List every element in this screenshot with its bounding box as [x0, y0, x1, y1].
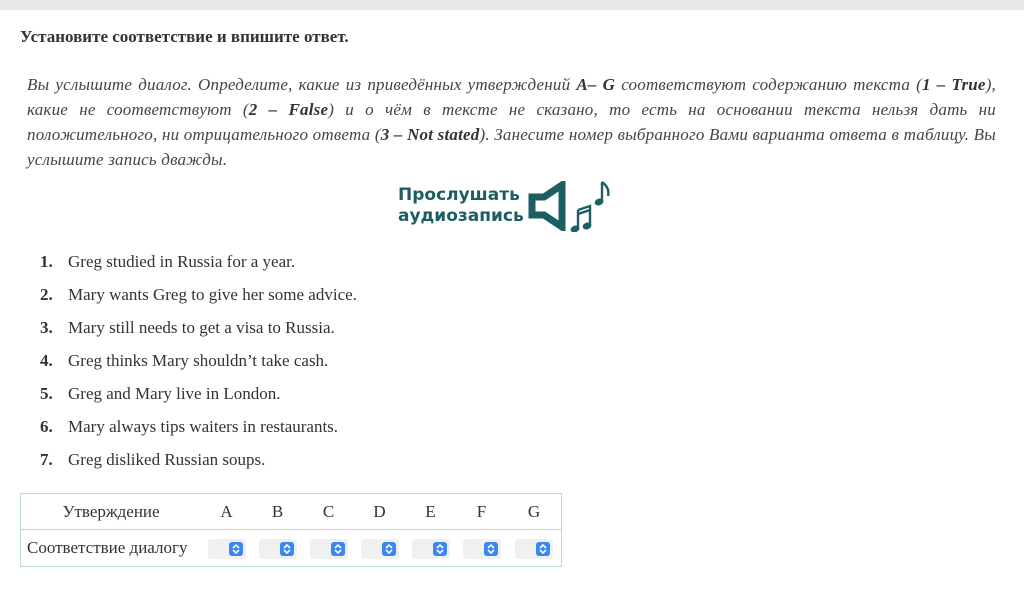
statement-row-label: Утверждение — [62, 501, 160, 521]
instructions-text: ). Занесите номер выбранного Вами варианта ответа в таблицу. Вы услышите запись дважды. — [27, 125, 996, 169]
statement-text: Greg and Mary live in London. — [68, 384, 281, 403]
list-item — [40, 318, 357, 351]
play-audio-label-line1: Прослушать — [398, 185, 520, 205]
music-notes-icon — [568, 180, 614, 232]
list-item — [40, 285, 357, 318]
statement-number: 1. — [40, 252, 53, 271]
chevron-up-down-icon — [229, 542, 243, 556]
chevron-up-down-icon — [536, 542, 550, 556]
chevron-up-down-icon — [433, 542, 447, 556]
answer-table-header-row — [21, 494, 562, 530]
statement-text: Mary wants Greg to give her some advice. — [68, 285, 357, 304]
answer-cell-b — [252, 530, 303, 567]
instructions-bold: A– G — [576, 75, 616, 94]
column-header-d: D — [373, 501, 386, 521]
column-header-f: F — [476, 501, 487, 521]
list-item — [40, 417, 357, 450]
statement-number: 3. — [40, 318, 53, 337]
column-header-g: G — [527, 501, 541, 521]
answer-select-b[interactable] — [259, 539, 297, 559]
play-audio-label-line2: аудиозапись — [398, 206, 524, 226]
play-audio-label — [398, 185, 528, 227]
chevron-up-down-icon — [331, 542, 345, 556]
column-header-a: A — [220, 501, 233, 521]
instructions-text: Вы услышите диалог. Определите, какие из приведённых утверждений — [27, 75, 577, 94]
instructions-bold: 3 – Not stated — [380, 125, 480, 144]
list-item — [40, 384, 357, 417]
statement-number: 2. — [40, 285, 53, 304]
statement-text: Greg studied in Russia for a year. — [68, 252, 296, 271]
statement-text: Greg thinks Mary shouldn’t take cash. — [68, 351, 329, 370]
list-item — [40, 450, 357, 483]
answer-cell-c — [303, 530, 354, 567]
chevron-up-down-icon — [280, 542, 294, 556]
list-item — [40, 351, 357, 384]
answer-select-a[interactable] — [208, 539, 246, 559]
column-header-c: C — [322, 501, 335, 521]
answer-select-e[interactable] — [412, 539, 450, 559]
answer-cell-g — [507, 530, 562, 567]
answer-cell-a — [201, 530, 252, 567]
task-instructions — [27, 72, 996, 172]
statement-text: Greg disliked Russian soups. — [68, 450, 266, 469]
answer-cell-d — [354, 530, 405, 567]
answer-table — [20, 493, 562, 567]
statement-number: 6. — [40, 417, 53, 436]
answer-select-c[interactable] — [310, 539, 348, 559]
statement-number: 7. — [40, 450, 53, 469]
instructions-text: соответствуют содержанию текста ( — [615, 75, 922, 94]
answer-select-f[interactable] — [463, 539, 501, 559]
speaker-icon — [528, 181, 568, 231]
chevron-up-down-icon — [382, 542, 396, 556]
statement-number: 5. — [40, 384, 53, 403]
answer-select-g[interactable] — [515, 539, 553, 559]
column-header-e: E — [425, 501, 436, 521]
instructions-text: ), какие не соответствуют ( — [27, 75, 996, 119]
instructions-text: ) и о чём в тексте не сказано, то есть на основании текста нельзя дать ни положительного, ни отрицательного ответа ( — [27, 100, 996, 144]
answer-cell-e — [405, 530, 456, 567]
answer-row-label: Соответствие диалогу — [27, 538, 188, 557]
play-audio-button[interactable] — [398, 180, 614, 232]
column-header-b: B — [271, 501, 284, 521]
top-bar — [0, 0, 1024, 10]
statement-number: 4. — [40, 351, 53, 370]
statement-text: Mary still needs to get a visa to Russia. — [68, 318, 335, 337]
answer-table-answer-row — [21, 530, 562, 567]
chevron-up-down-icon — [484, 542, 498, 556]
task-heading: Установите соответствие и впишите ответ. — [20, 27, 349, 46]
instructions-bold: 1 – True — [921, 75, 986, 94]
statements-list — [40, 252, 357, 483]
answer-select-d[interactable] — [361, 539, 399, 559]
statement-text: Mary always tips waiters in restaurants. — [68, 417, 339, 436]
answer-cell-f — [456, 530, 507, 567]
list-item — [40, 252, 357, 285]
instructions-bold: 2 – False — [248, 100, 329, 119]
